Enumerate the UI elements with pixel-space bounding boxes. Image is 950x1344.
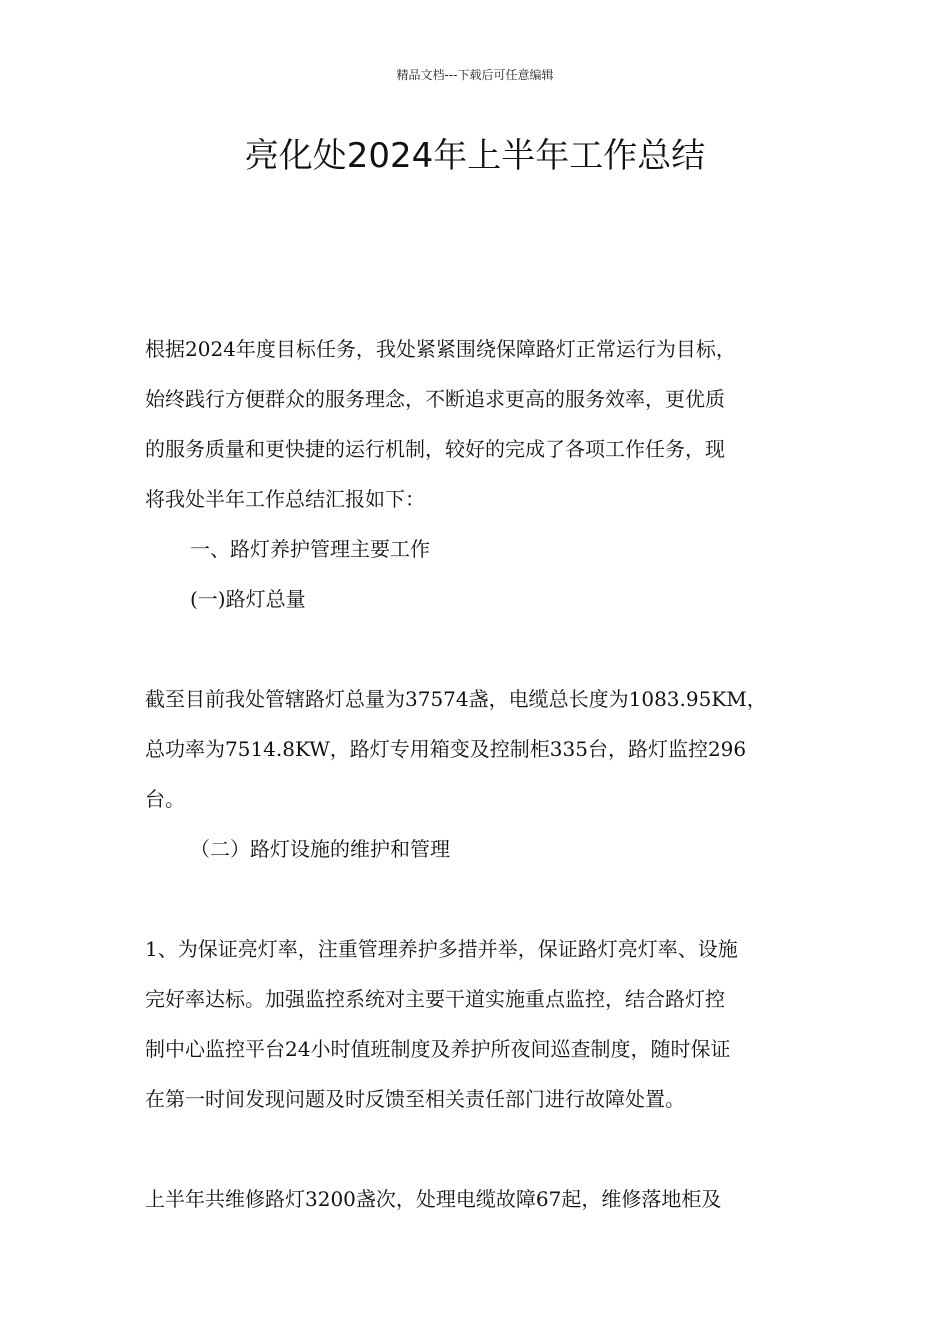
item1-line-4: 在第一时间发现问题及时反馈至相关责任部门进行故障处置。: [145, 1087, 685, 1111]
subsection-heading-1: (一)路灯总量: [190, 587, 306, 611]
item1-line-1: 1、为保证亮灯率，注重管理养护多措并举，保证路灯亮灯率、设施: [145, 937, 738, 961]
item1-line-2: 完好率达标。加强监控系统对主要干道实施重点监控，结合路灯控: [145, 987, 725, 1011]
intro-line-1: 根据2024年度目标任务，我处紧紧围绕保障路灯正常运行为目标，: [145, 337, 736, 361]
intro-line-2: 始终践行方便群众的服务理念，不断追求更高的服务效率，更优质: [145, 387, 725, 411]
intro-line-3: 的服务质量和更快捷的运行机制，较好的完成了各项工作任务，现: [145, 437, 725, 461]
item2-line-1: 上半年共维修路灯3200盏次，处理电缆故障67起，维修落地柜及: [145, 1187, 722, 1211]
sub1-line-1: 截至目前我处管辖路灯总量为37574盏，电缆总长度为1083.95KM，: [145, 687, 767, 711]
document-title: 亮化处2024年上半年工作总结: [244, 136, 706, 176]
sub1-line-3: 台。: [145, 787, 185, 811]
intro-line-4: 将我处半年工作总结汇报如下：: [145, 487, 425, 511]
subsection-heading-2: （二）路灯设施的维护和管理: [190, 837, 450, 861]
header-note: 精品文档---下载后可任意编辑: [396, 68, 554, 82]
item1-line-3: 制中心监控平台24小时值班制度及养护所夜间巡查制度，随时保证: [145, 1037, 731, 1061]
sub1-line-2: 总功率为7514.8KW，路灯专用箱变及控制柜335台，路灯监控296: [145, 737, 747, 761]
section-heading-1: 一、路灯养护管理主要工作: [190, 537, 430, 561]
